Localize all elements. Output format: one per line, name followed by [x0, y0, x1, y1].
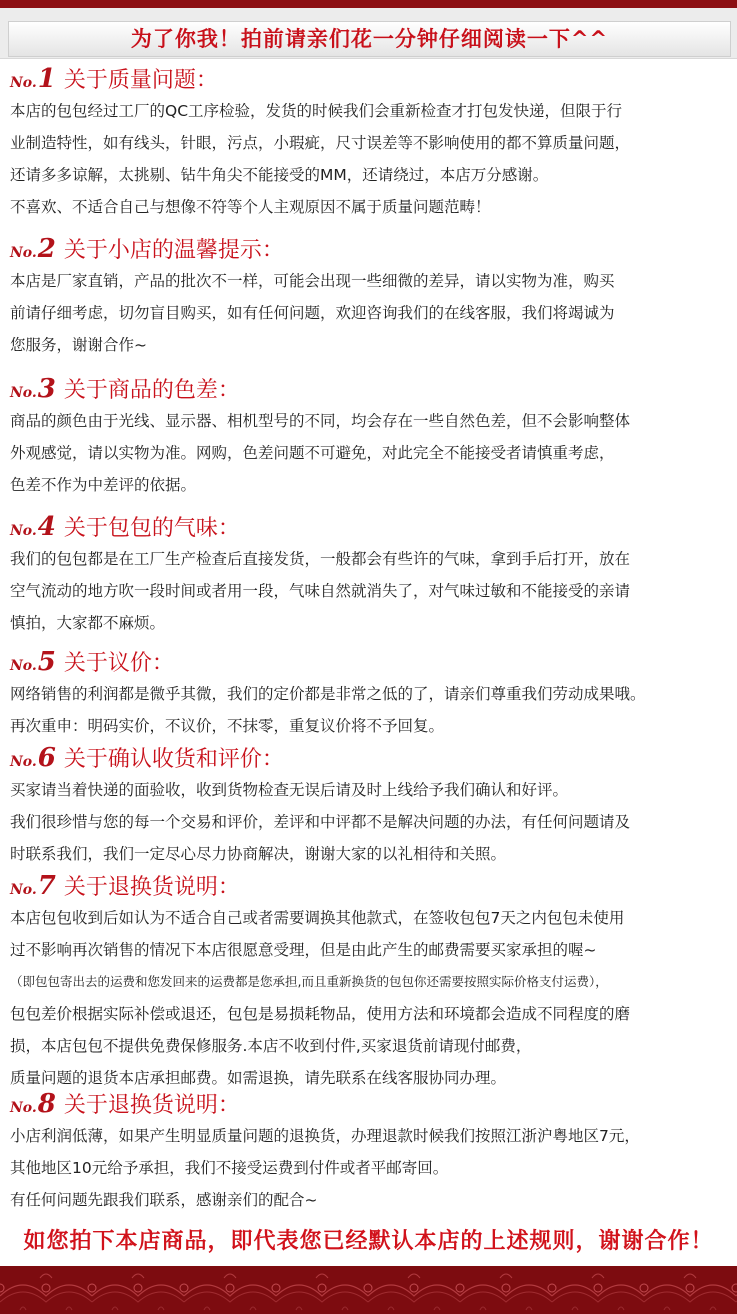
section-title: 关于议价： [63, 651, 174, 676]
paragraph-line: 前请仔细考虑，切勿盲目购买，如有任何问题，欢迎咨询我们的在线客服，我们将竭诚为 [10, 304, 615, 322]
number-mark: No. [10, 245, 37, 261]
section-heading [0, 742, 737, 774]
paragraph-line: 买家请当着快递的面验收，收到货物检查无误后请及时上线给予我们确认和好评。 [10, 781, 569, 799]
section-number: 7 [37, 871, 56, 901]
section-heading [0, 373, 737, 405]
section-heading [0, 1088, 737, 1120]
section-number: 8 [37, 1089, 56, 1119]
footer-ornament [0, 1266, 737, 1314]
paragraph-line: 色差不作为中差评的依据。 [10, 476, 197, 494]
section-heading [0, 63, 737, 95]
paragraph-line: 我们很珍惜与您的每一个交易和评价，差评和中评都不是解决问题的办法，有任何问题请及 [10, 813, 631, 831]
paragraph-line: 包包差价根据实际补偿或退还，包包是易损耗物品，使用方法和环境都会造成不同程度的磨 [10, 1005, 631, 1023]
section-number: 2 [37, 234, 56, 264]
section-confirm-review [0, 742, 737, 870]
paragraph-line: 其他地区10元给予承担，我们不接受运费到付件或者平邮寄回。 [10, 1159, 449, 1177]
paragraph-line: 商品的颜色由于光线、显示器、相机型号的不同，均会存在一些自然色差，但不会影响整体 [10, 412, 631, 430]
notice-banner [0, 8, 737, 59]
ornament-pattern-icon [0, 1266, 737, 1314]
number-mark: No. [10, 75, 37, 91]
number-mark: No. [10, 658, 37, 674]
section-number: 5 [37, 647, 56, 677]
number-mark: No. [10, 1100, 37, 1116]
section-number: 6 [37, 743, 56, 773]
paragraph-line: 我们的包包都是在工厂生产检查后直接发货，一般都会有些许的气味，拿到手后打开，放在 [10, 550, 631, 568]
number-mark: No. [10, 882, 37, 898]
top-border-bar [0, 0, 737, 8]
section-quality [0, 63, 737, 223]
section-color-difference [0, 373, 737, 501]
section-return-shipping [0, 1088, 737, 1216]
section-bargaining [0, 646, 737, 742]
section-smell [0, 511, 737, 639]
closing-statement: 如您拍下本店商品，即代表您已经默认本店的上述规则，谢谢合作！ [23, 1229, 714, 1254]
paragraph-line: 外观感觉，请以实物为准。网购，色差问题不可避免，对此完全不能接受者请慎重考虑， [10, 444, 615, 462]
section-number: 4 [37, 512, 56, 542]
paragraph-line: 本店包包收到后如认为不适合自己或者需要调换其他款式，在签收包包7天之内包包未使用 [10, 909, 625, 927]
paragraph-line: 质量问题的退货本店承担邮费。如需退换，请先联系在线客服协同办理。 [10, 1069, 507, 1087]
paragraph-line: 业制造特性，如有线头，针眼，污点，小瑕疵，尺寸误差等不影响使用的都不算质量问题， [10, 134, 631, 152]
paragraph-line: 损，本店包包不提供免费保修服务.本店不收到付件,买家退货前请现付邮费， [10, 1037, 532, 1055]
paragraph-line: 本店的包包经过工厂的QC工序检验，发货的时候我们会重新检查才打包发快递，但限于行 [10, 102, 623, 120]
banner-title: 为了你我！拍前请亲们花一分钟仔细阅读一下^^ [8, 21, 731, 57]
paragraph-line: 空气流动的地方吹一段时间或者用一段，气味自然就消失了，对气味过敏和不能接受的亲请 [10, 582, 631, 600]
section-return-exchange [0, 870, 737, 1094]
paragraph-line: 网络销售的利润都是微乎其微，我们的定价都是非常之低的了，请亲们尊重我们劳动成果哦。 [10, 685, 646, 703]
paragraph-line: 过不影响再次销售的情况下本店很愿意受理，但是由此产生的邮费需要买家承担的喔~ [10, 941, 597, 959]
section-tips [0, 233, 737, 361]
section-heading [0, 870, 737, 902]
paragraph-line: 本店是厂家直销，产品的批次不一样，可能会出现一些细微的差异，请以实物为准，购买 [10, 272, 615, 290]
section-title: 关于商品的色差： [63, 378, 240, 403]
paragraph-line: 小店利润低薄，如果产生明显质量问题的退换货，办理退款时候我们按照江浙沪粤地区7元， [10, 1127, 640, 1145]
section-heading [0, 233, 737, 265]
section-title: 关于小店的温馨提示： [63, 238, 284, 263]
section-title: 关于质量问题： [63, 68, 218, 93]
number-mark: No. [10, 523, 37, 539]
section-title: 关于包包的气味： [63, 516, 240, 541]
section-heading [0, 646, 737, 678]
section-title: 关于退换货说明： [63, 1093, 240, 1118]
paragraph-line: 您服务，谢谢合作~ [10, 336, 147, 354]
number-mark: No. [10, 754, 37, 770]
number-mark: No. [10, 385, 37, 401]
paragraph-line: 有任何问题先跟我们联系，感谢亲们的配合~ [10, 1191, 318, 1209]
section-title: 关于确认收货和评价： [63, 747, 284, 772]
paragraph-line: 还请多多谅解，太挑剔、钻牛角尖不能接受的MM，还请绕过，本店万分感谢。 [10, 166, 549, 184]
section-title: 关于退换货说明： [63, 875, 240, 900]
paragraph-line: 时联系我们，我们一定尽心尽力协商解决，谢谢大家的以礼相待和关照。 [10, 845, 507, 863]
section-heading [0, 511, 737, 543]
section-number: 3 [37, 374, 56, 404]
section-number: 1 [37, 64, 56, 94]
paragraph-line: 慎拍，大家都不麻烦。 [10, 614, 166, 632]
paragraph-line: 再次重申：明码实价，不议价，不抹零，重复议价将不予回复。 [10, 717, 445, 735]
paragraph-line: 不喜欢、不适合自己与想像不符等个人主观原因不属于质量问题范畴！ [10, 198, 491, 216]
paragraph-line-note: （即包包寄出去的运费和您发回来的运费都是您承担,而且重新换货的包包你还需要按照实际价格支付运费）， [10, 974, 608, 989]
